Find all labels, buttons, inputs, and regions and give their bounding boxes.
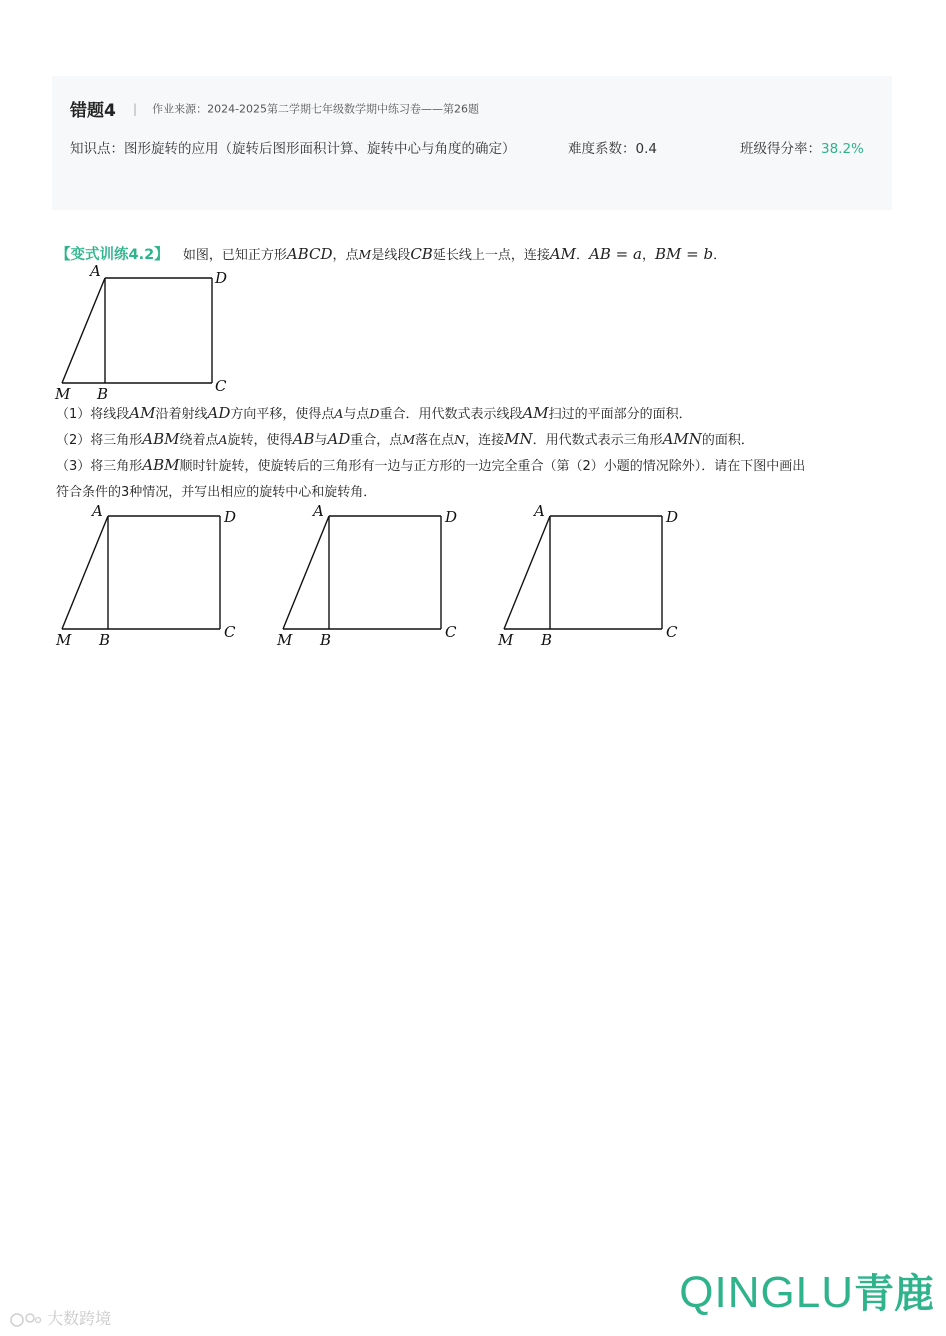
- page-title: 错题4: [70, 101, 116, 121]
- label-a: A: [313, 502, 324, 520]
- math: AM: [522, 404, 549, 422]
- math: M: [402, 432, 416, 447]
- edge-am: [283, 516, 329, 629]
- edge-am: [62, 516, 108, 629]
- math: N: [454, 432, 466, 447]
- q2-text: 与: [314, 433, 328, 448]
- label-c: C: [666, 623, 678, 641]
- q1-text: （1）将线段: [56, 407, 130, 422]
- q2-text: 的面积．: [701, 433, 754, 448]
- class-score-rate: [740, 137, 864, 157]
- q3-text: 顺时针旋转，使旋转后的三角形有一边与正方形的一边完全重合（第（2）小题的情况除外）．请在下图中画出: [179, 459, 806, 474]
- label-a: A: [92, 502, 103, 520]
- watermark-icon: [8, 1311, 42, 1329]
- intro-text: 是线段: [371, 248, 411, 263]
- label-m: M: [56, 631, 72, 649]
- math: A: [334, 406, 344, 421]
- difficulty: 难度系数：0.4: [568, 141, 657, 157]
- label-b: B: [541, 631, 553, 649]
- math: AM: [549, 245, 577, 263]
- q1-text: 重合．用代数式表示线段: [379, 407, 523, 422]
- math: ABM: [142, 430, 180, 448]
- label-m: M: [498, 631, 514, 649]
- variant-tag: 【变式训练4.2】: [56, 247, 169, 263]
- q2-text: 重合，点: [350, 433, 403, 448]
- rate-label: 班级得分率：: [740, 141, 821, 157]
- knowledge-point: 知识点：图形旋转的应用（旋转后图形面积计算、旋转中心与角度的确定）: [70, 141, 516, 157]
- math: MN: [504, 430, 533, 448]
- label-b: B: [320, 631, 332, 649]
- q2-text: 落在点: [415, 433, 455, 448]
- label-d: D: [666, 508, 679, 526]
- qinglu-logo: [679, 1262, 934, 1319]
- logo-english: QINGLU: [679, 1268, 854, 1317]
- label-m: M: [277, 631, 293, 649]
- math: AB: [292, 430, 315, 448]
- intro-text: ，点: [332, 248, 359, 263]
- intro-text: ．: [576, 248, 590, 263]
- rate-value: 38.2%: [821, 141, 864, 157]
- q2-text: ．用代数式表示三角形: [532, 433, 663, 448]
- math: D: [369, 406, 380, 421]
- math: ABCD: [286, 245, 333, 263]
- math: CB: [410, 245, 433, 263]
- title-row: [70, 96, 479, 121]
- intro-text: ．: [713, 248, 727, 263]
- label-d: D: [445, 508, 458, 526]
- label-c: C: [445, 623, 457, 641]
- edge-am: [62, 278, 105, 383]
- math: BM = b: [654, 245, 714, 263]
- watermark: [8, 1306, 111, 1329]
- q1-text: 沿着射线: [155, 407, 208, 422]
- q1-text: 方向平移，使得点: [230, 407, 335, 422]
- answer-figure-2: [269, 500, 469, 652]
- answer-figure-3: [490, 500, 690, 652]
- logo-chinese: 青鹿: [854, 1271, 934, 1317]
- math: AD: [327, 430, 351, 448]
- intro-text: 延长线上一点，连接: [432, 248, 550, 263]
- q3-text: （3）将三角形: [56, 459, 143, 474]
- q2-text: （2）将三角形: [56, 433, 143, 448]
- q1-text: 与点: [343, 407, 370, 422]
- question-2: [56, 429, 896, 448]
- label-c: C: [215, 377, 227, 395]
- homework-source: 作业来源：2024-2025第二学期七年级数学期中练习卷——第26题: [152, 102, 480, 116]
- math: A: [218, 432, 228, 447]
- math: AD: [207, 404, 231, 422]
- math: AMN: [662, 430, 702, 448]
- intro-text: ，: [641, 248, 655, 263]
- label-d: D: [215, 269, 228, 287]
- question-3-line-2: 符合条件的3种情况，并写出相应的旋转中心和旋转角．: [56, 485, 377, 500]
- label-b: B: [97, 385, 109, 402]
- q2-text: ，连接: [465, 433, 505, 448]
- math: AB = a: [589, 245, 642, 263]
- q2-text: 绕着点: [179, 433, 219, 448]
- label-c: C: [224, 623, 236, 641]
- title-separator: |: [132, 101, 137, 116]
- math: M: [358, 247, 372, 262]
- label-d: D: [224, 508, 237, 526]
- label-m: M: [55, 385, 71, 402]
- answer-figure-1: [48, 500, 248, 652]
- label-b: B: [99, 631, 111, 649]
- question-3: [56, 455, 896, 474]
- label-a: A: [534, 502, 545, 520]
- math: ABM: [142, 456, 180, 474]
- q1-text: 扫过的平面部分的面积．: [548, 407, 692, 422]
- question-1: [56, 403, 896, 422]
- q2-text: 旋转，使得: [227, 433, 293, 448]
- problem-intro: [56, 243, 896, 264]
- math: AM: [129, 404, 156, 422]
- intro-text: 如图，已知正方形: [182, 248, 287, 263]
- square-figure: [52, 262, 242, 402]
- info-box: [52, 76, 892, 210]
- watermark-text: 大数跨境: [47, 1309, 112, 1328]
- label-a: A: [90, 262, 101, 280]
- edge-am: [504, 516, 550, 629]
